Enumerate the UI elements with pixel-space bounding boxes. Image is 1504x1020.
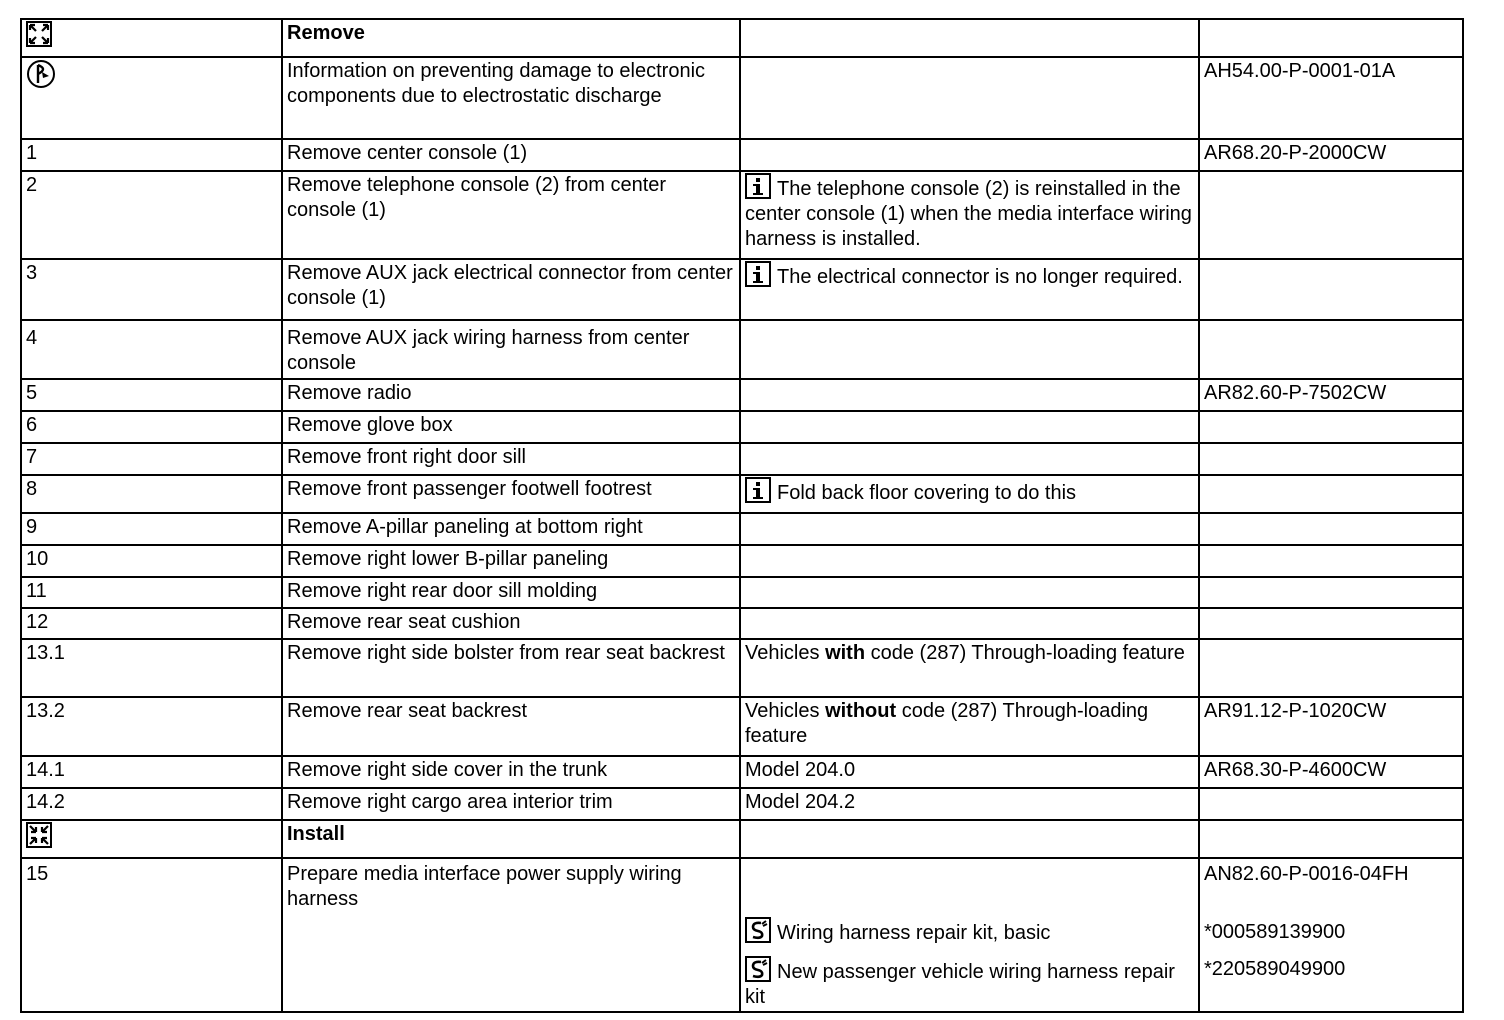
step-number: 11 — [21, 577, 282, 608]
table-row — [21, 858, 1463, 1012]
table-row — [21, 139, 1463, 171]
table-row — [21, 171, 1463, 259]
step-number: 14.2 — [21, 788, 282, 820]
step-number: 4 — [21, 320, 282, 379]
tool-item: Wiring harness repair kit, basic — [745, 917, 1194, 946]
note-cell — [740, 259, 1199, 320]
note-text: Fold back floor covering to do this — [777, 482, 1077, 504]
step-text: Remove AUX jack wiring harness from center console — [282, 320, 740, 379]
condition-cell: Vehicles without code (287) Through-loading feature — [740, 697, 1199, 756]
step-number: 7 — [21, 443, 282, 475]
step-text: Remove glove box — [282, 411, 740, 443]
note-text: The telephone console (2) is reinstalled in the center console (1) when the media interface wiring harness is installed. — [745, 178, 1192, 250]
table-row — [21, 513, 1463, 545]
step-text: Remove center console (1) — [282, 139, 740, 171]
table-row — [21, 443, 1463, 475]
table-row — [21, 756, 1463, 788]
step-text: Remove rear seat backrest — [282, 697, 740, 756]
esd-warning-icon — [26, 59, 56, 89]
note-cell — [740, 171, 1199, 259]
reference-link[interactable]: AR82.60-P-7502CW — [1199, 379, 1463, 411]
step-text: Information on preventing damage to electronic components due to electrostatic discharge — [282, 57, 740, 139]
step-number: 3 — [21, 259, 282, 320]
table-row — [21, 259, 1463, 320]
step-number: 9 — [21, 513, 282, 545]
section-icon-cell — [21, 19, 282, 57]
step-text: Remove right lower B-pillar paneling — [282, 545, 740, 577]
section-icon-cell — [21, 820, 282, 858]
step-number: 15 — [21, 858, 282, 1012]
step-text: Remove right side bolster from rear seat backrest — [282, 639, 740, 697]
table-row — [21, 639, 1463, 697]
step-number: 13.2 — [21, 697, 282, 756]
table-row — [21, 545, 1463, 577]
section-row-remove — [21, 19, 1463, 57]
info-icon — [745, 261, 771, 287]
reference-link[interactable]: AN82.60-P-0016-04FH — [1204, 863, 1409, 885]
step-text: Remove AUX jack electrical connector from center console (1) — [282, 259, 740, 320]
install-arrows-icon — [26, 822, 52, 848]
remove-arrows-icon — [26, 21, 52, 47]
info-icon — [745, 477, 771, 503]
step-number: 2 — [21, 171, 282, 259]
condition-cell: Vehicles with code (287) Through-loading feature — [740, 639, 1199, 697]
table-row — [21, 320, 1463, 379]
table-row — [21, 608, 1463, 639]
step-number: 14.1 — [21, 756, 282, 788]
tools-cell — [740, 858, 1199, 1012]
reference-link[interactable]: AR68.20-P-2000CW — [1199, 139, 1463, 171]
step-text: Remove right cargo area interior trim — [282, 788, 740, 820]
step-text: Remove rear seat cushion — [282, 608, 740, 639]
special-tool-icon — [745, 917, 771, 943]
reference-link[interactable]: AR68.30-P-4600CW — [1199, 756, 1463, 788]
table-row — [21, 577, 1463, 608]
step-text: Remove right rear door sill molding — [282, 577, 740, 608]
section-title: Remove — [282, 19, 740, 57]
tool-item: New passenger vehicle wiring harness repair kit — [745, 956, 1194, 1010]
step-number: 8 — [21, 475, 282, 513]
step-number: 10 — [21, 545, 282, 577]
part-number: *220589049900 — [1204, 958, 1346, 980]
note-cell — [740, 475, 1199, 513]
step-number: 6 — [21, 411, 282, 443]
part-number: *000589139900 — [1204, 921, 1346, 943]
table-row — [21, 697, 1463, 756]
reference-link[interactable]: AH54.00-P-0001-01A — [1199, 57, 1463, 139]
step-text: Remove radio — [282, 379, 740, 411]
step-text: Remove front right door sill — [282, 443, 740, 475]
section-title: Install — [282, 820, 740, 858]
model-cell: Model 204.2 — [740, 788, 1199, 820]
step-text: Remove telephone console (2) from center console (1) — [282, 171, 740, 259]
step-number: 1 — [21, 139, 282, 171]
model-cell: Model 204.0 — [740, 756, 1199, 788]
step-text: Remove right side cover in the trunk — [282, 756, 740, 788]
table-row — [21, 788, 1463, 820]
info-icon — [745, 173, 771, 199]
table-row — [21, 475, 1463, 513]
step-number: 5 — [21, 379, 282, 411]
esd-row — [21, 57, 1463, 139]
step-text: Remove A-pillar paneling at bottom right — [282, 513, 740, 545]
table-row — [21, 411, 1463, 443]
reference-cell — [1199, 858, 1463, 1012]
step-text: Prepare media interface power supply wiring harness — [282, 858, 740, 1012]
special-tool-icon — [745, 956, 771, 982]
section-row-install — [21, 820, 1463, 858]
procedure-table — [20, 18, 1464, 1013]
reference-link[interactable]: AR91.12-P-1020CW — [1199, 697, 1463, 756]
step-number: 12 — [21, 608, 282, 639]
step-text: Remove front passenger footwell footrest — [282, 475, 740, 513]
table-row — [21, 379, 1463, 411]
note-text: The electrical connector is no longer required. — [777, 266, 1183, 288]
step-number: 13.1 — [21, 639, 282, 697]
